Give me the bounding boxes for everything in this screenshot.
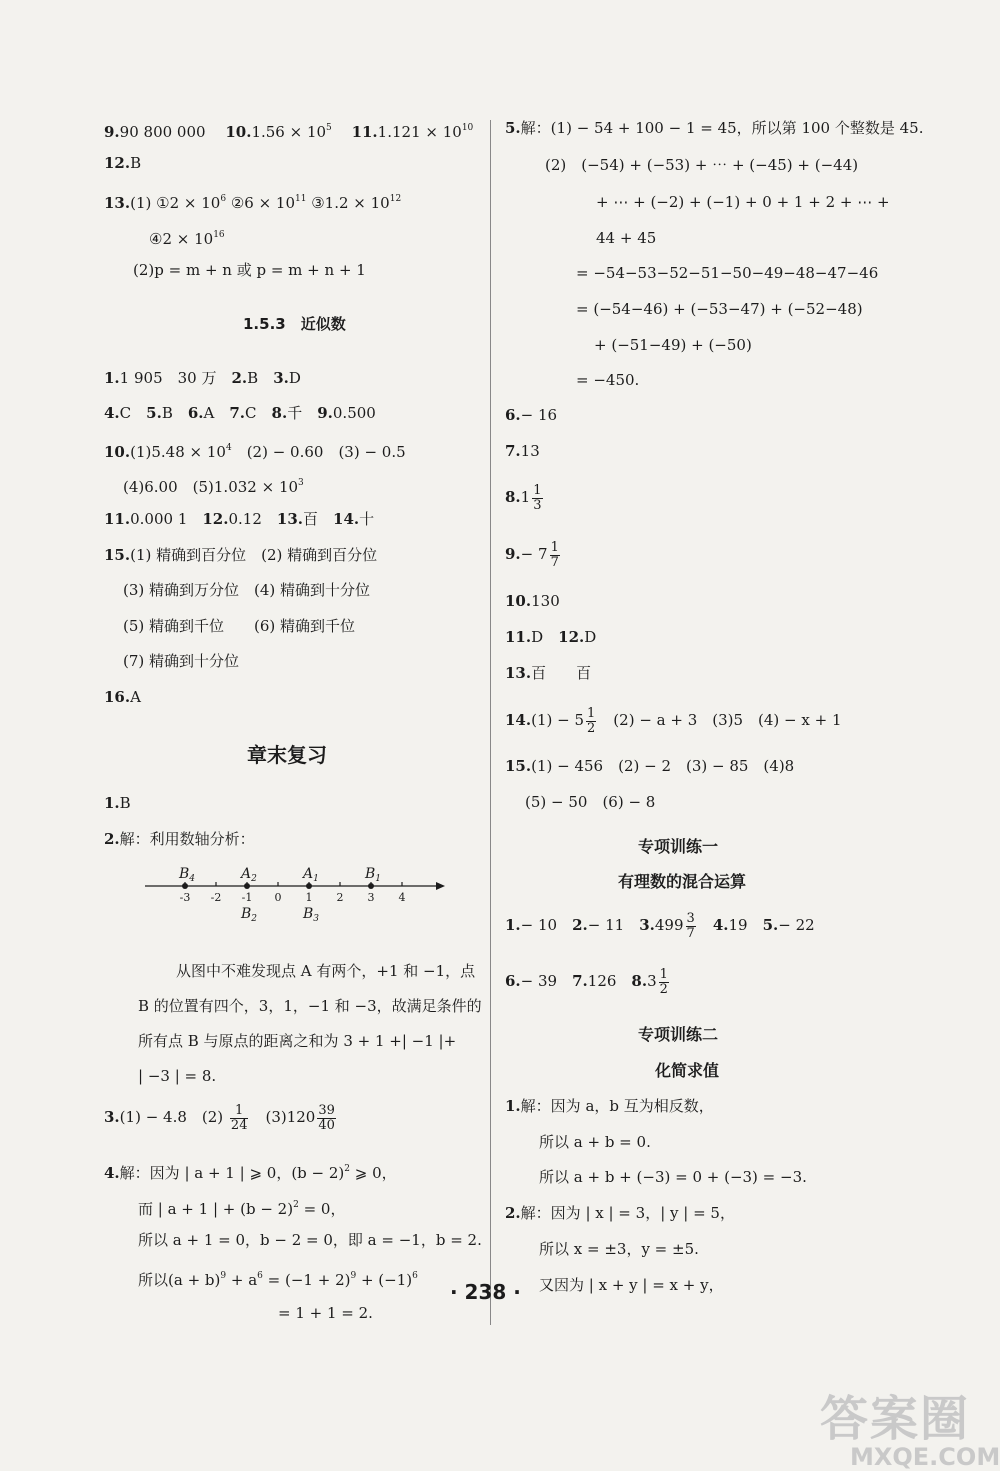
fraction: $\frac{1}{7}$ bbox=[550, 539, 559, 570]
answer-line: 8.1 $\frac{1}{3}$ bbox=[505, 482, 542, 513]
answer-line: 12.B bbox=[104, 154, 142, 172]
fraction: $\frac{39}{40}$ bbox=[318, 1102, 335, 1133]
point-marker bbox=[182, 883, 188, 889]
watermark: 答案圈 MXQE.COM bbox=[820, 1391, 1000, 1471]
answer-line: 2.解：利用数轴分析： bbox=[104, 830, 255, 848]
point-marker bbox=[244, 883, 250, 889]
column-divider bbox=[490, 120, 491, 1325]
answer-line: 5.解：(1) − 54 + 100 − 1 = 45，所以第 100 个整数是 45. bbox=[505, 119, 924, 137]
axis-tick-label: 4 bbox=[398, 891, 406, 904]
section-heading: 专项训练二 bbox=[638, 1025, 719, 1044]
section-heading: 专项训练一 bbox=[638, 837, 719, 856]
axis-tick-label: -3 bbox=[179, 891, 191, 904]
answer-line: + (−51−49) + (−50) bbox=[594, 336, 752, 354]
fraction: $\frac{1}{2}$ bbox=[587, 705, 596, 736]
answer-line: (5) 精确到千位 (6) 精确到千位 bbox=[123, 617, 356, 635]
point-label: $A_2$ bbox=[241, 866, 257, 884]
answer-line: (4)6.00 $(5)1.032 \times 10^3$ bbox=[123, 478, 304, 496]
fraction: $\frac{1}{24}$ bbox=[230, 1102, 248, 1133]
axis-tick-label: 3 bbox=[367, 891, 375, 904]
axis-tick-label: 0 bbox=[274, 891, 282, 904]
answer-line: 所以$(a + b)^9 + a^6 = (-1 + 2)^9 + (-1)^6$ bbox=[138, 1271, 418, 1289]
point-marker bbox=[368, 883, 374, 889]
answer-line: (7) 精确到十分位 bbox=[123, 652, 240, 670]
answer-line: 1.1 905 30 万 2.B 3.D bbox=[104, 369, 301, 387]
answer-line: (2)p = m + n 或 p = m + n + 1 bbox=[133, 261, 366, 279]
answer-line: 4.解：因为 | a + 1 | ⩾ 0，$(b - 2)^2$ ⩾ 0， bbox=[104, 1164, 397, 1182]
answer-line: 4.C 5.B 6.A 7.C 8.千 9.0.500 bbox=[104, 404, 376, 422]
answer-line: 1.B bbox=[104, 794, 131, 812]
answer-line: = −450. bbox=[576, 371, 640, 389]
axis-tick-label: 1 bbox=[305, 891, 313, 904]
answer-line: 13.百 百 bbox=[505, 664, 592, 682]
answer-line: 又因为 | x + y | = x + y， bbox=[539, 1276, 724, 1294]
answer-line: 44 + 45 bbox=[596, 229, 657, 247]
answer-line: (2) (−54) + (−53) + ⋯ + (−45) + (−44) bbox=[545, 156, 859, 174]
answer-line: 15.(1) − 456 (2) − 2 (3) − 85 (4)8 bbox=[505, 757, 795, 775]
axis-tick-label: -1 bbox=[241, 891, 253, 904]
section-subheading: 有理数的混合运算 bbox=[618, 872, 747, 891]
answer-line: 2.解：因为 | x | = 3，| y | = 5， bbox=[505, 1204, 735, 1222]
answer-line: (5) − 50 (6) − 8 bbox=[525, 793, 656, 811]
answer-line: 10.130 bbox=[505, 592, 560, 610]
answer-line: 所以 a + b + (−3) = 0 + (−3) = −3. bbox=[539, 1168, 807, 1186]
answer-line: 11.0.000 1 12.0.12 13.百 14.十 bbox=[104, 510, 375, 528]
number-line-diagram bbox=[140, 858, 450, 928]
answer-line: 所以 a + b = 0. bbox=[539, 1133, 651, 1151]
answer-line: 15.(1) 精确到百分位 (2) 精确到百分位 bbox=[104, 546, 378, 564]
paragraph-line: B 的位置有四个，3，1，−1 和 −3，故满足条件的 bbox=[138, 997, 482, 1015]
point-marker bbox=[306, 883, 312, 889]
answer-line: 14.(1) − 5 $\frac{1}{2}$ (2) − a + 3 (3)5 (4) − x + 1 bbox=[505, 705, 842, 736]
answer-line: (3) 精确到万分位 (4) 精确到十分位 bbox=[123, 581, 371, 599]
paragraph-line: | −3 | = 8. bbox=[138, 1067, 217, 1085]
point-label: $B_3$ bbox=[303, 906, 320, 924]
answer-line: $10.(1)5.48 \times 10^4$ (2) − 0.60 (3) − 0.5 bbox=[104, 443, 406, 461]
answer-line: = −54−53−52−51−50−49−48−47−46 bbox=[576, 264, 879, 282]
answer-line: 1.− 10 2.− 11 3.499 $\frac{3}{7}$ 4.19 5.− 22 bbox=[505, 910, 815, 941]
answer-line: 9.90 800 000 $10.1.56 \times 10^5$ $11.1.121 \times 10^{10}$ bbox=[104, 123, 474, 141]
point-label: $A_1$ bbox=[303, 866, 319, 884]
point-label: $B_2$ bbox=[241, 906, 258, 924]
axis-tick-label: -2 bbox=[210, 891, 222, 904]
section-heading: 1.5.3 近似数 bbox=[243, 315, 346, 333]
page-number: · 238 · bbox=[450, 1280, 521, 1304]
answer-line: 9.− 7 $\frac{1}{7}$ bbox=[505, 539, 559, 570]
answer-line: 7.13 bbox=[505, 442, 540, 460]
fraction: $\frac{3}{7}$ bbox=[686, 910, 695, 941]
answer-line: = 1 + 1 = 2. bbox=[278, 1304, 373, 1322]
answer-line: ④2 × $10^{16}$ bbox=[149, 230, 225, 248]
axis-tick-label: 2 bbox=[336, 891, 344, 904]
point-label: $B_1$ bbox=[365, 866, 382, 884]
chapter-heading: 章末复习 bbox=[247, 743, 327, 767]
paragraph-line: 从图中不难发现点 A 有两个，+1 和 −1，点 bbox=[176, 962, 476, 980]
answer-line: 所以 a + 1 = 0，b − 2 = 0，即 a = −1，b = 2. bbox=[138, 1231, 482, 1249]
section-subheading: 化简求值 bbox=[655, 1061, 720, 1080]
answer-line: 3.(1) − 4.8 (2) $\frac{1}{24}$ (3)120 $\frac{39}{40}$ bbox=[104, 1102, 335, 1133]
answer-line: = (−54−46) + (−53−47) + (−52−48) bbox=[576, 300, 863, 318]
answer-line: 6.− 39 7.126 8.3 $\frac{1}{2}$ bbox=[505, 966, 668, 997]
answer-line: 13.(1) ①2 × $10^6$ ②6 × $10^{11}$ ③1.2 × $10^{12}$ bbox=[104, 194, 402, 212]
answer-line: 而 | a + 1 | + $(b - 2)^2 = 0$， bbox=[138, 1200, 346, 1218]
fraction: $\frac{1}{3}$ bbox=[533, 482, 542, 513]
answer-line: + ⋯ + (−2) + (−1) + 0 + 1 + 2 + ⋯ + bbox=[596, 193, 890, 211]
answer-line: 所以 x = ±3，y = ±5. bbox=[539, 1240, 699, 1258]
paragraph-line: 所有点 B 与原点的距离之和为 3 + 1 +| −1 |+ bbox=[138, 1032, 457, 1050]
answer-line: 16.A bbox=[104, 688, 141, 706]
fraction: $\frac{1}{2}$ bbox=[659, 966, 668, 997]
answer-line: 6.− 16 bbox=[505, 406, 558, 424]
axis-arrow-icon bbox=[436, 882, 445, 890]
answer-line: 1.解：因为 a，b 互为相反数， bbox=[505, 1097, 714, 1115]
answer-line: 11.D 12.D bbox=[505, 628, 597, 646]
point-label: $B_4$ bbox=[179, 866, 196, 884]
